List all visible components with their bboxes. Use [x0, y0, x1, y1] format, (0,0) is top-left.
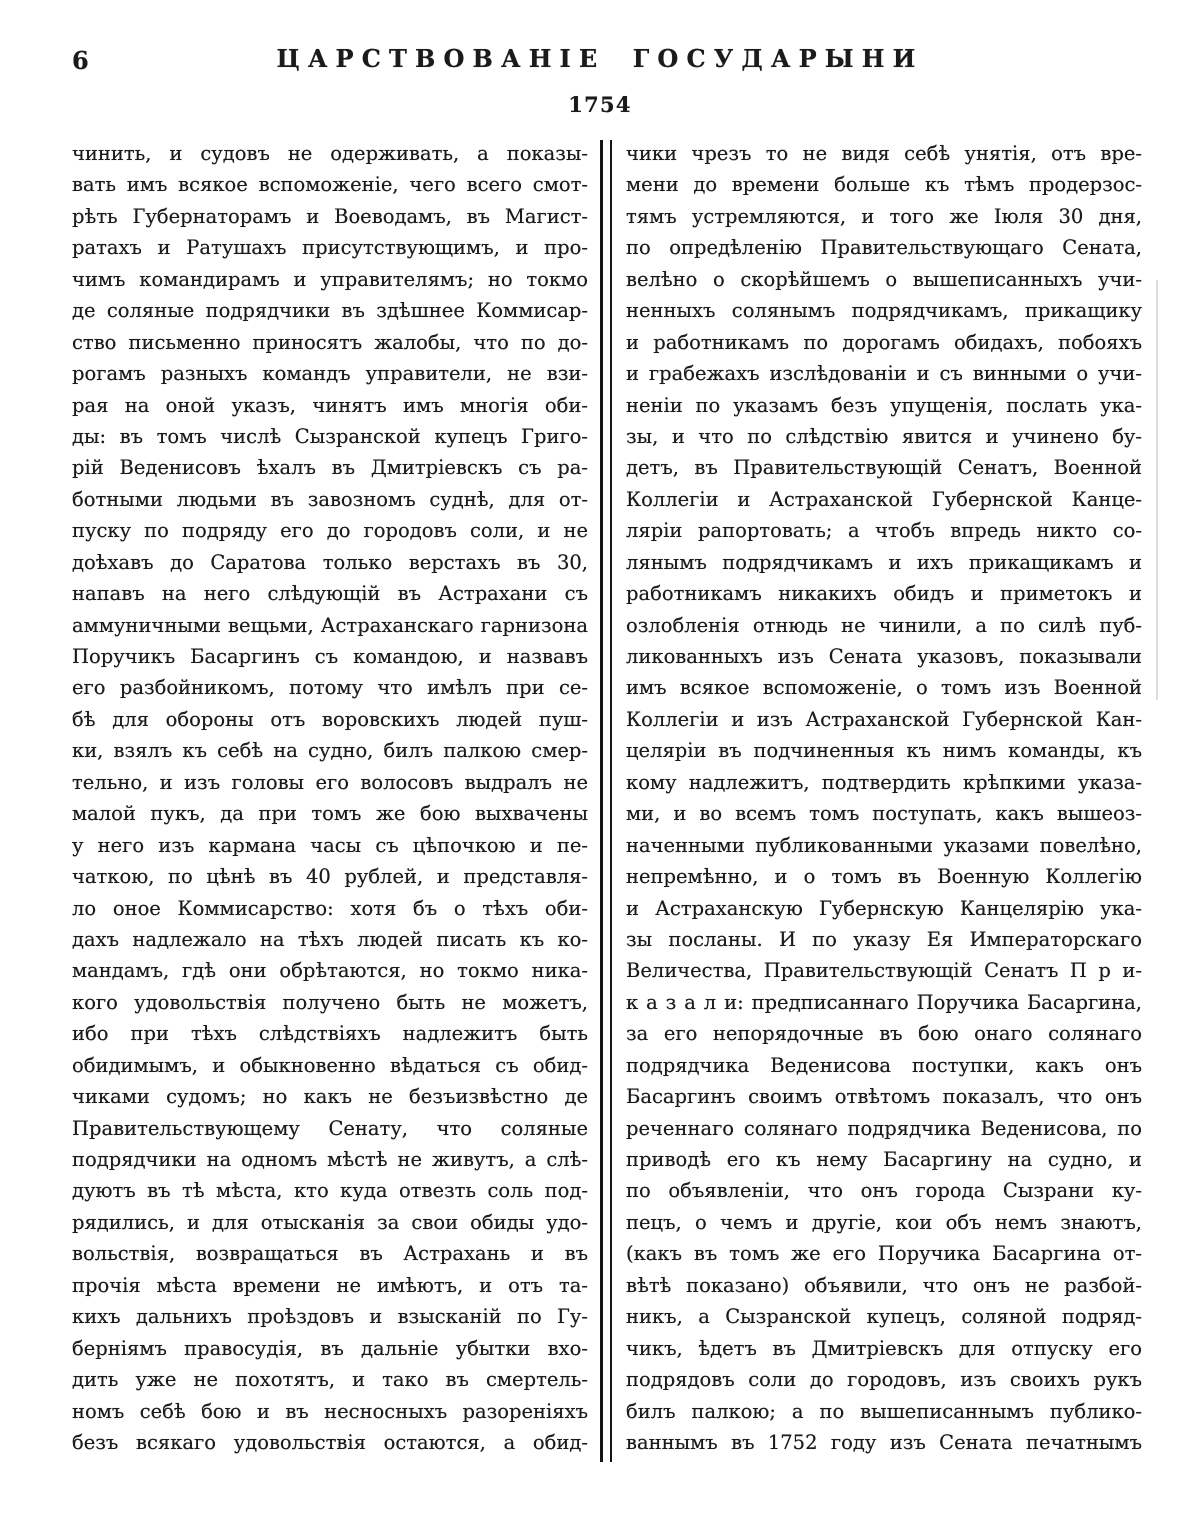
text-line: и работникамъ по дорогамъ обидахъ, побояхъ — [626, 330, 1142, 354]
text-line: чимъ командирамъ и управителямъ; но токмо — [72, 267, 588, 291]
text-line: безъ всякаго удовольствія остаются, а обид- — [72, 1430, 588, 1454]
text-line: непремѣнно, и о томъ въ Военную Коллегію — [626, 865, 1142, 889]
text-line: приводѣ его къ нему Басаргину на судно, и — [626, 1148, 1142, 1171]
text-line: подрядчики на одномъ мѣстѣ не живутъ, а слѣ- — [72, 1148, 588, 1171]
text-line: подрядчика Веденисова поступки, какъ онъ — [626, 1053, 1142, 1077]
text-line: озлобленія отнюдь не чинили, а по силѣ пуб- — [626, 613, 1142, 637]
text-line: кому надлежитъ, подтвердить крѣпкими указа- — [626, 770, 1142, 794]
text-line: Коллегіи и Астраханской Губернской Канце- — [626, 487, 1142, 511]
text-line: и грабежахъ изслѣдованіи и съ винными о учи- — [626, 362, 1142, 386]
text-line: кого удовольствія получено быть не можетъ, — [72, 990, 588, 1014]
text-line: мени до времени больше къ тѣмъ продерзос- — [626, 173, 1142, 197]
text-line: имъ всякое вспоможеніе, о томъ изъ Военной — [626, 676, 1142, 700]
text-line: вольствія, возвращаться въ Астрахань и въ — [72, 1242, 588, 1266]
text-line: Поручикъ Басаргинъ съ командою, и назвавъ — [72, 645, 588, 668]
text-line: чаткою, по цѣнѣ въ 40 рублей, и представля- — [72, 865, 588, 889]
page-number: 6 — [72, 46, 89, 75]
text-line: прочія мѣста времени не имѣютъ, и отъ та- — [72, 1273, 588, 1297]
page-header: ЦАРСТВОВАНІЕ ГОСУДАРЫНИ — [276, 44, 924, 73]
text-line: ло оное Коммисарство: хотя бъ о тѣхъ оби- — [72, 896, 588, 920]
text-line: де соляные подрядчики въ здѣшнее Коммисар- — [72, 299, 588, 323]
text-line: ды: въ томъ числѣ Сызранской купецъ Григо- — [72, 424, 588, 448]
text-line: чинить, и судовъ не одерживать, а показы- — [72, 142, 588, 165]
text-columns — [72, 138, 1142, 1468]
text-line: наченными публикованными указами повелѣно, — [626, 833, 1142, 857]
text-line: и Астраханскую Губернскую Канцелярію ука- — [626, 896, 1142, 920]
text-line: чиками судомъ; но какъ не безъизвѣстно де — [72, 1085, 588, 1109]
text-line: Правительствующему Сенату, что соляные — [72, 1116, 588, 1140]
text-line: неніи по указамъ безъ упущенія, послать ука- — [626, 393, 1142, 417]
text-line: реченнаго солянаго подрядчика Веденисова, по — [626, 1116, 1142, 1140]
text-line: ликованныхъ изъ Сената указовъ, показывали — [626, 645, 1142, 668]
text-line: ратахъ и Ратушахъ присутствующимъ, и про- — [72, 236, 588, 260]
text-line: его разбойникомъ, потому что имѣлъ при се- — [72, 676, 588, 700]
text-line: рядились, и для отысканія за свои обиды удо- — [72, 1210, 588, 1234]
text-line: дить уже не похотятъ, и тако въ смертель- — [72, 1368, 588, 1392]
text-line: ненныхъ солянымъ подрядчикамъ, прикащику — [626, 299, 1142, 323]
text-line: ибо при тѣхъ слѣдствіяхъ надлежитъ быть — [72, 1022, 588, 1046]
text-line: ляріи рапортовать; а чтобъ впредь никто со- — [626, 519, 1142, 543]
text-line: аммуничными вещьми, Астраханскаго гарнизона — [72, 613, 588, 637]
page-year: 1754 — [568, 92, 632, 117]
text-line: рій Веденисовъ ѣхалъ въ Дмитріевскъ съ ра- — [72, 456, 588, 480]
text-line: велѣно о скорѣйшемъ о вышеписанныхъ учи- — [626, 267, 1142, 291]
text-line: у него изъ кармана часы съ цѣпочкою и пе- — [72, 833, 588, 857]
text-line: напавъ на него слѣдующій въ Астрахани съ — [72, 582, 588, 606]
text-column-right — [626, 138, 1142, 1468]
text-line: мандамъ, гдѣ они обрѣтаются, но токмо ника- — [72, 959, 588, 983]
text-line: за его непорядочные въ бою онаго солянаго — [626, 1022, 1142, 1046]
text-line: дахъ надлежало на тѣхъ людей писать къ ко- — [72, 927, 588, 951]
text-line: билъ палкою; а по вышеписаннымъ публико- — [626, 1399, 1142, 1423]
text-line: пецъ, о чемъ и другіе, кои объ немъ знаютъ, — [626, 1210, 1142, 1234]
text-line: рѣть Губернаторамъ и Воеводамъ, въ Магист- — [72, 204, 588, 228]
text-line: кихъ дальнихъ проѣздовъ и взысканій по Гу- — [72, 1305, 588, 1329]
text-line: по объявленіи, что онъ города Сызрани ку- — [626, 1179, 1142, 1203]
text-line: по опредѣленію Правительствующаго Сената, — [626, 236, 1142, 260]
text-line: ки, взялъ къ себѣ на судно, билъ палкою смер- — [72, 739, 588, 763]
text-line: чики чрезъ то не видя себѣ унятія, отъ вре- — [626, 142, 1142, 165]
text-line: ство письменно приносятъ жалобы, что по до- — [72, 330, 588, 354]
text-line: ботными людьми въ завозномъ суднѣ, для от- — [72, 487, 588, 511]
scan-artifact — [1156, 280, 1158, 700]
text-line: бѣ для обороны отъ воровскихъ людей пуш- — [72, 707, 588, 731]
text-line: детъ, въ Правительствующій Сенатъ, Военной — [626, 456, 1142, 480]
text-line: зы посланы. И по указу Ея Императорскаго — [626, 927, 1142, 951]
text-line: Басаргинъ своимъ отвѣтомъ показалъ, что онъ — [626, 1085, 1142, 1109]
text-line: зы, и что по слѣдствію явится и учинено бу- — [626, 424, 1142, 448]
text-line: Величества, Правительствующій Сенатъ П р и- — [626, 959, 1142, 983]
text-line: к а з а л и: предписаннаго Поручика Басаргина, — [626, 990, 1142, 1014]
text-line: ваннымъ въ 1752 году изъ Сената печатнымъ — [626, 1430, 1142, 1454]
text-line: лянымъ подрядчикамъ и ихъ прикащикамъ и — [626, 550, 1142, 574]
column-divider — [600, 140, 612, 1462]
text-line: номъ себѣ бою и въ несносныхъ разореніяхъ — [72, 1399, 588, 1423]
text-line: тямъ устремляются, и того же Іюля 30 дня, — [626, 204, 1142, 228]
text-line: обидимымъ, и обыкновенно вѣдаться съ обид- — [72, 1053, 588, 1077]
text-line: ми, и во всемъ томъ поступать, какъ вышеоз- — [626, 802, 1142, 826]
text-line: рогамъ разныхъ командъ управители, не взи- — [72, 362, 588, 386]
text-line: тельно, и изъ головы его волосовъ выдралъ не — [72, 770, 588, 794]
text-line: малой пукъ, да при томъ же бою выхвачены — [72, 802, 588, 826]
text-line: дуютъ въ тѣ мѣста, кто куда отвезть соль под- — [72, 1179, 588, 1203]
text-line: работникамъ никакихъ обидъ и приметокъ и — [626, 582, 1142, 606]
text-line: вѣтѣ показано) объявили, что онъ не разбой- — [626, 1273, 1142, 1297]
text-column-left — [72, 138, 588, 1468]
text-line: доѣхавъ до Саратова только верстахъ въ 30, — [72, 550, 588, 574]
text-line: подрядовъ соли до городовъ, изъ своихъ рукъ — [626, 1368, 1142, 1392]
text-line: рая на оной указъ, чинятъ имъ многія оби- — [72, 393, 588, 417]
text-line: пуску по подряду его до городовъ соли, и не — [72, 519, 588, 543]
text-line: (какъ въ томъ же его Поручика Басаргина от- — [626, 1242, 1142, 1266]
text-line: Коллегіи и изъ Астраханской Губернской Кан- — [626, 707, 1142, 731]
text-line: целяріи въ подчиненныя къ нимъ команды, къ — [626, 739, 1142, 763]
text-line: никъ, а Сызранской купецъ, соляной подряд- — [626, 1305, 1142, 1329]
text-line: чикъ, ѣдетъ въ Дмитріевскъ для отпуску его — [626, 1336, 1142, 1360]
text-line: вать имъ всякое вспоможеніе, чего всего смот- — [72, 173, 588, 197]
text-line: берніямъ правосудія, въ дальніе убытки вхо- — [72, 1336, 588, 1360]
